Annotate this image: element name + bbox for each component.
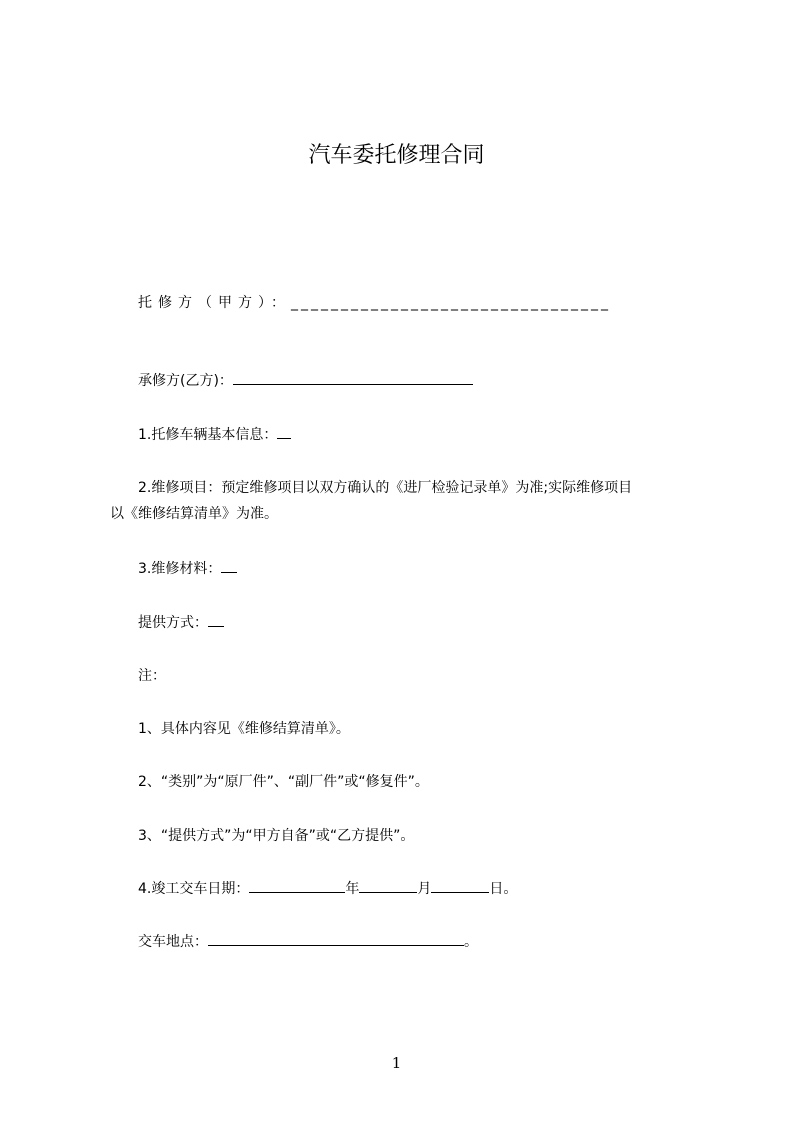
item4-label: 4.竣工交车日期： xyxy=(138,881,250,897)
client-label: 托修方（甲方）： xyxy=(138,295,291,311)
item3-label: 3.维修材料： xyxy=(138,561,222,577)
year-blank xyxy=(249,878,345,893)
month-blank xyxy=(359,878,417,893)
supply-line xyxy=(138,612,224,634)
contractor-label: 承修方(乙方)： xyxy=(138,373,233,389)
year-label: 年 xyxy=(345,881,360,897)
day-blank xyxy=(431,878,489,893)
contractor-line xyxy=(138,370,473,392)
location-label: 交车地点： xyxy=(138,934,208,950)
month-label: 月 xyxy=(417,881,432,897)
note-1: 1、具体内容见《维修结算清单》。 xyxy=(138,721,350,737)
item1-label: 1.托修车辆基本信息： xyxy=(138,427,278,443)
item1-blank xyxy=(277,424,291,439)
client-blank: ________________________________ xyxy=(291,295,611,311)
location-line xyxy=(138,931,478,953)
note-2: 2、“类别”为“原厂件”、“副厂件”或“修复件”。 xyxy=(138,774,429,790)
page-number: 1 xyxy=(391,1054,402,1072)
location-end: 。 xyxy=(464,934,478,950)
note-label: 注： xyxy=(138,668,166,684)
supply-label: 提供方式： xyxy=(138,615,208,631)
client-line xyxy=(138,292,611,314)
location-blank xyxy=(208,931,464,946)
item2-line2: 以《维修结算清单》为准。 xyxy=(110,506,278,522)
item3-blank xyxy=(221,558,237,573)
note-3: 3、“提供方式”为“甲方自备”或“乙方提供”。 xyxy=(138,828,415,844)
day-label: 日。 xyxy=(489,881,518,897)
document-title: 汽车委托修理合同 xyxy=(308,143,485,168)
item4-line xyxy=(138,878,517,900)
item3-line xyxy=(138,558,237,580)
contractor-blank xyxy=(233,370,473,385)
item2-line1: 2.维修项目：预定维修项目以双方确认的《进厂检验记录单》为准;实际维修项目 xyxy=(138,480,633,496)
item1-line xyxy=(138,424,291,446)
supply-blank xyxy=(208,612,224,627)
